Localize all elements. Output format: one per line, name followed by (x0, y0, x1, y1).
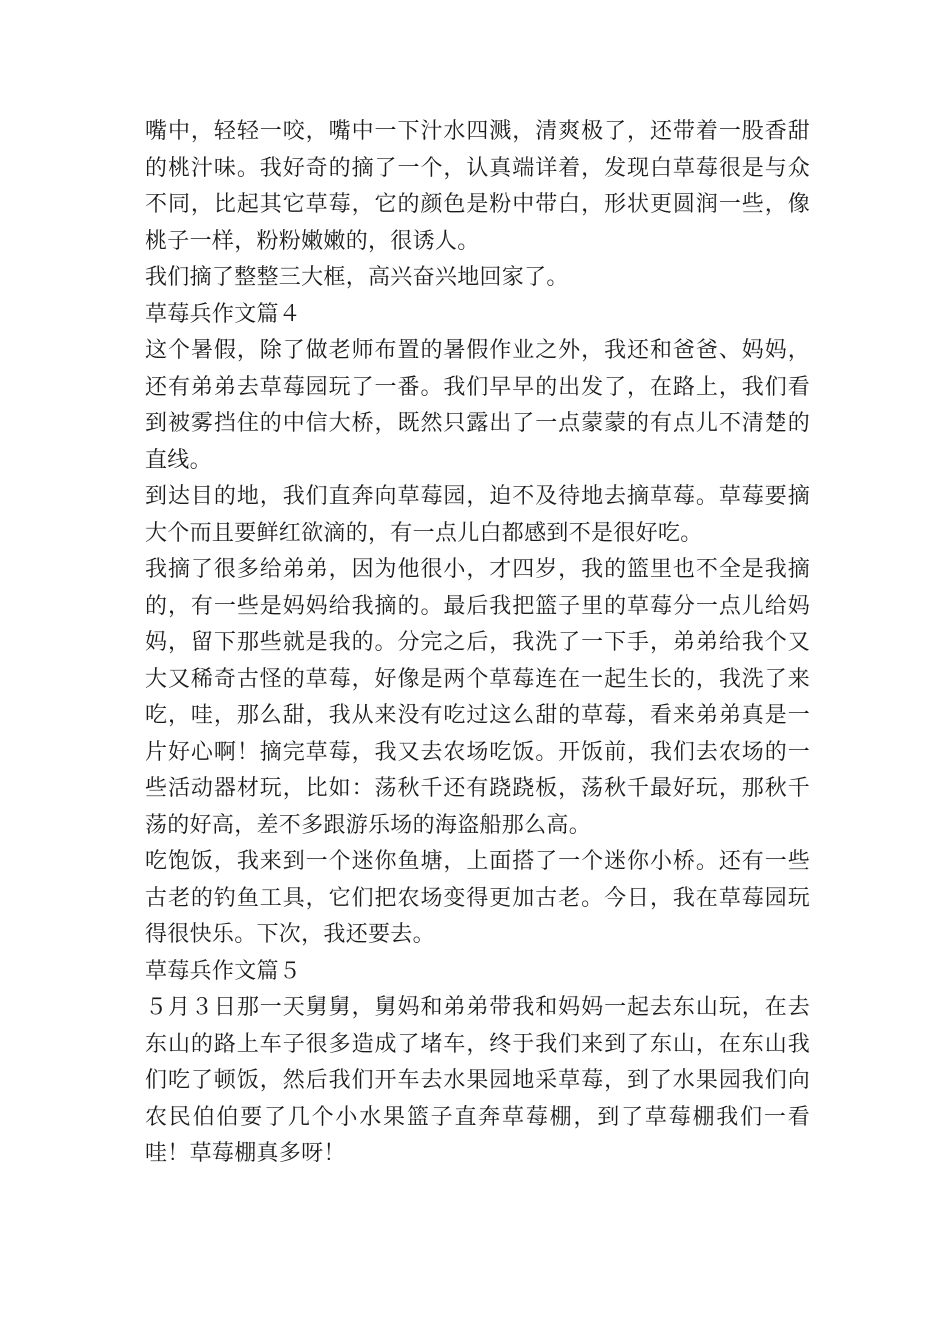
paragraph-went-home: 我们摘了整整三大框，高兴奋兴地回家了。 (145, 265, 569, 290)
document-body (145, 114, 810, 1173)
paragraph-summer-vacation: 这个暑假，除了做老师布置的暑假作业之外，我还和爸爸、妈妈，还有弟弟去草莓园玩了一番。我们早早的出发了，在路上，我们看到被雾挡住的中信大桥，既然只露出了一点蒙蒙的有点儿不清楚的直线。 (145, 338, 810, 473)
paragraph-white-strawberry: 嘴中，轻轻一咬，嘴中一下汁水四溅，清爽极了，还带着一股香甜的桃汁味。我好奇的摘了一个，认真端详着，发现白草莓很是与众不同，比起其它草莓，它的颜色是粉中带白，形状更圆润一些，像桃子一样，粉粉嫩嫩的，很诱人。 (145, 119, 810, 254)
paragraph-fish-pond: 吃饱饭，我来到一个迷你鱼塘，上面搭了一个迷你小桥。还有一些古老的钓鱼工具，它们把农场变得更加古老。今日，我在草莓园玩得很快乐。下次，我还要去。 (145, 849, 810, 947)
section-heading-essay-4: 草莓兵作文篇４ (145, 301, 302, 327)
paragraph-dongshan-trip: ５月３日那一天舅舅，舅妈和弟弟带我和妈妈一起去东山玩，在去东山的路上车子很多造成了堵车，终于我们来到了东山，在东山我们吃了顿饭，然后我们开车去水果园地采草莓，到了水果园我们向农民伯伯要了几个小水果篮子直奔草莓棚，到了草莓棚我们一看哇！草莓棚真多呀！ (145, 995, 810, 1166)
section-heading-essay-5: 草莓兵作文篇５ (145, 958, 302, 984)
paragraph-arrival: 到达目的地，我们直奔向草莓园，迫不及待地去摘草莓。草莓要摘大个而且要鲜红欲滴的，有一点儿白都感到不是很好吃。 (145, 484, 810, 546)
paragraph-picking-for-brother: 我摘了很多给弟弟，因为他很小，才四岁，我的篮里也不全是我摘的，有一些是妈妈给我摘的。最后我把篮子里的草莓分一点儿给妈妈，留下那些就是我的。分完之后，我洗了一下手，弟弟给我个又大又稀奇古怪的草莓，好像是两个草莓连在一起生长的，我洗了来吃，哇，那么甜，我从来没有吃过这么甜的草莓，看来弟弟真是一片好心啊！摘完草莓，我又去农场吃饭。开饭前，我们去农场的一些活动器材玩，比如：荡秋千还有跷跷板，荡秋千最好玩，那秋千荡的好高，差不多跟游乐场的海盗船那么高。 (145, 557, 810, 838)
